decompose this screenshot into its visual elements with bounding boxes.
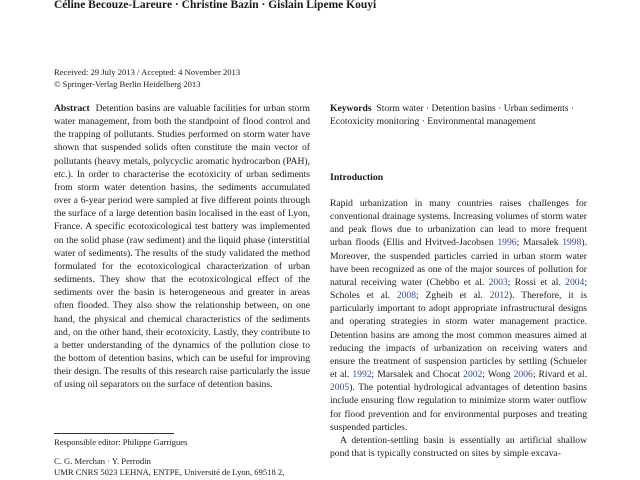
citation-link[interactable]: 1998 [562, 237, 582, 249]
text-run: ; Zgheib et al. [416, 290, 490, 302]
text-run: ; Marsalek [516, 237, 563, 249]
text-run: ). The potential hydrological advantages of detention basins include ensuring flow regulation to minimize storm water outflow for flood prevention and for environmental purposes and treating suspended particles. [330, 382, 587, 433]
copyright-notice: © Springer-Verlag Berlin Heidelberg 2013 [54, 78, 201, 89]
citation-link[interactable]: 1992 [352, 369, 372, 381]
keywords-text: Storm water · Detention basins · Urban sediments · Ecotoxicity monitoring · Environmental management [330, 103, 575, 128]
affiliation-institution: UMR CNRS 5023 LEHNA, ENTPE, Université de Lyon, 69518 2, [54, 466, 285, 477]
keywords-section [330, 102, 586, 128]
citation-link[interactable]: 2006 [513, 369, 533, 381]
citation-link[interactable]: 1996 [497, 237, 517, 249]
responsible-editor: Responsible editor: Philippe Garrigues [54, 437, 188, 447]
citation-link[interactable]: 2005 [330, 382, 350, 394]
text-run: ; Wong [482, 369, 514, 381]
abstract-label: Abstract [54, 103, 90, 114]
article-dates [54, 67, 354, 90]
text-run: Rapid urbanization in many countries raises challenges for conventional drainage systems. Increasing volumes of storm water and peak flows due to urbanization can lead to more frequent urban floods (Ellis and Hvitved-Jacobsen [330, 198, 587, 249]
citation-link[interactable]: 2003 [488, 276, 508, 288]
text-run: ). Moreover, the suspended particles carried in urban storm water have been recognized as one of the major sources of pollution for natural receiving water (Chebbo et al. [330, 237, 587, 288]
citation-link[interactable]: 2012 [489, 290, 509, 302]
abstract-text: Detention basins are valuable facilities for urban storm water management, from both the standpoint of flood control and the trapping of pollutants. Studies performed on storm water have shown that suspended solids often constitute the main vector of pollutants (heavy metals, polycyclic aromatic hydrocarbon (PAH), etc.). In order to characterise the ecotoxicity of urban sediments from storm water detention basins, the sediments accumulated over a 6-year period were sampled at five different points through the surface of a large detention basin localised in the east of Lyon, France. A specific ecotoxicological test battery was implemented on the solid phase (raw sediment) and the liquid phase (interstitial water of sediments). The results of the study validated the method formulated for the ecotoxicological characterization of urban sediments. They show that the ecotoxicological effect of the sediments over the basin is heterogeneous and greater in areas often flooded. They also show the relationship between, on one hand, the physical and chemical characteristics of the sediments and, on the other hand, their ecotoxicity. Lastly, they contribute to a better understanding of the dynamics of the pollution close to the bottom of detention basins, which can be useful for improving their design. The results of this research raise particularly the issue of using oil separators on the surface of detention basins. [54, 103, 310, 391]
section-heading-introduction: Introduction [330, 172, 384, 183]
author-list: Céline Becouze-Lareure · Christine Bazin · Gislain Lipeme Kouyi [54, 0, 377, 11]
affiliation-names: C. G. Merchan · Y. Perrodin [54, 456, 151, 466]
introduction-paragraph-2: A detention-settling basin is essentially an artificial shallow pond that is typically constructed on sites by simple excava- [330, 434, 587, 459]
received-accepted-dates: Received: 29 July 2013 / Accepted: 4 November 2013 [54, 67, 241, 77]
text-run: ; Rivard et al. [532, 369, 587, 381]
keywords-label: Keywords [330, 103, 372, 114]
introduction-paragraph-1 [330, 197, 587, 434]
text-run: ; Marsalek and Chocat [371, 369, 464, 381]
abstract-section [54, 102, 310, 391]
footnote-divider [54, 433, 174, 434]
citation-link[interactable]: 2004 [565, 276, 585, 288]
text-run: ; Rossi et al. [507, 276, 566, 288]
abstract-paragraph [54, 102, 310, 391]
text-run: ). Therefore, it is particularly important to adopt appropriate infrastructural designs and operating strategies in storm water management practice. Detention basins are among the most common measures aimed at reducing the impacts of urbanization on receiving waters and ensure the treatment of suspension particles by settling (Schueler et al. [330, 290, 587, 381]
citation-link[interactable]: 2002 [463, 369, 483, 381]
affiliation-block [54, 456, 310, 477]
text-run: ; Scholes et al. [330, 276, 587, 302]
introduction-body [330, 197, 587, 460]
citation-link[interactable]: 2008 [396, 290, 416, 302]
